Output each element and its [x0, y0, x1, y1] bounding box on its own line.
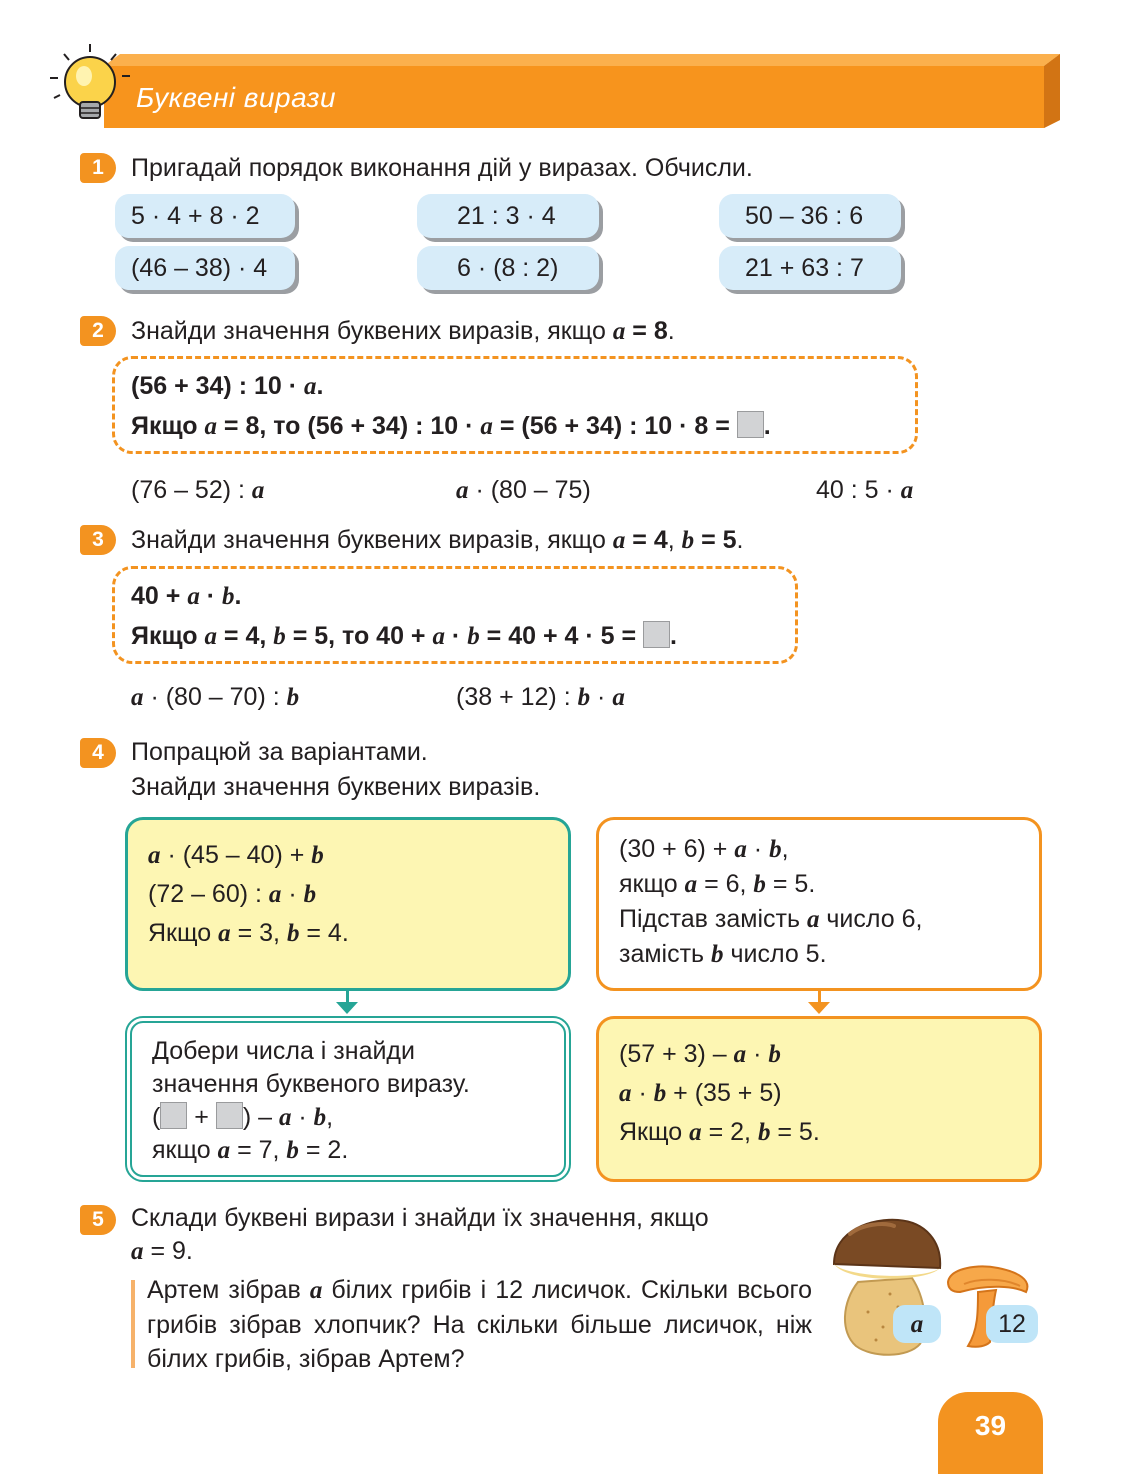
- box-line: (30 + 6) + a · b,: [619, 835, 789, 863]
- expr-item: a · (80 – 75): [456, 476, 591, 504]
- arrow-down-icon: [336, 1002, 358, 1014]
- task-5-line-1: Склади буквені вирази і знайди їх значення, якщо: [131, 1204, 709, 1232]
- input-box: [216, 1102, 243, 1129]
- lightbulb-icon: [44, 40, 134, 135]
- box-line: якщо a = 7, b = 2.: [152, 1136, 349, 1164]
- quote-bar: [131, 1280, 135, 1368]
- task-1-text: Пригадай порядок виконання дій у виразах. Обчисли.: [131, 154, 753, 182]
- expr-pill: 21 + 63 : 7: [719, 246, 901, 290]
- box-line: замість b число 5.: [619, 940, 827, 968]
- task-number-5: 5: [80, 1205, 116, 1235]
- box-line: a · b + (35 + 5): [619, 1079, 782, 1107]
- task-4-line-2: Знайди значення буквених виразів.: [131, 773, 541, 801]
- word-problem: Артем зібрав a білих грибів і 12 лисичок. Скільки всього грибів зібрав хлопчик? На скільки більше лисичок, ніж білих грибів, зібрав Артем?: [147, 1276, 812, 1373]
- example-line-2: Якщо a = 8, то (56 + 34) : 10 · a = (56 + 34) : 10 · 8 = .: [131, 412, 771, 440]
- variant-3-box: [125, 1016, 571, 1182]
- answer-box: [737, 411, 764, 438]
- box-line: Добери числа і знайди: [152, 1037, 415, 1065]
- expr-item: (38 + 12) : b · a: [456, 683, 625, 711]
- answer-box: [643, 621, 670, 648]
- box-line: Якщо a = 2, b = 5.: [619, 1118, 820, 1146]
- expr-pill: 50 – 36 : 6: [719, 194, 901, 238]
- task-3-text: Знайди значення буквених виразів, якщо a = 4, b = 5.: [131, 526, 744, 554]
- task-number-2: 2: [80, 316, 116, 346]
- page-number: 39: [938, 1392, 1043, 1474]
- mushroom-tag-12: 12: [986, 1305, 1038, 1343]
- variant-2-box: [596, 817, 1042, 991]
- variant-4-box: [596, 1016, 1042, 1182]
- arrow-down-icon: [808, 1002, 830, 1014]
- box-line: (57 + 3) – a · b: [619, 1040, 781, 1068]
- task-number-3: 3: [80, 525, 116, 555]
- box-line: a · (45 – 40) + b: [148, 841, 324, 869]
- expr-item: (76 – 52) : a: [131, 476, 265, 504]
- variant-1-box: [125, 817, 571, 991]
- mushroom-tag-a: a: [893, 1305, 941, 1343]
- expr-pill: 21 : 3 · 4: [417, 194, 599, 238]
- example-line-2: Якщо a = 4, b = 5, то 40 + a · b = 40 + 4 · 5 = .: [131, 622, 677, 650]
- input-box: [160, 1102, 187, 1129]
- task-number-1: 1: [80, 153, 116, 183]
- example-line-1: (56 + 34) : 10 · a.: [131, 372, 324, 400]
- task-number-4: 4: [80, 738, 116, 768]
- expr-item: a · (80 – 70) : b: [131, 683, 300, 711]
- task-5-line-2: a = 9.: [131, 1237, 193, 1265]
- box-line: (72 – 60) : a · b: [148, 880, 317, 908]
- box-line: ( + ) – a · b,: [152, 1103, 334, 1131]
- section-title: Буквені вирази: [136, 82, 337, 113]
- expr-pill: (46 – 38) · 4: [115, 246, 295, 290]
- box-line: Підстав замість a число 6,: [619, 905, 923, 933]
- example-line-1: 40 + a · b.: [131, 582, 242, 610]
- task-4-line-1: Попрацюй за варіантами.: [131, 738, 428, 766]
- expr-item: 40 : 5 · a: [816, 476, 914, 504]
- box-line: значення буквеного виразу.: [152, 1070, 470, 1098]
- box-line: якщо a = 6, b = 5.: [619, 870, 816, 898]
- box-line: Якщо a = 3, b = 4.: [148, 919, 349, 947]
- expr-pill: 6 · (8 : 2): [417, 246, 599, 290]
- expr-pill: 5 · 4 + 8 · 2: [115, 194, 295, 238]
- task-2-text: Знайди значення буквених виразів, якщо a = 8.: [131, 317, 675, 345]
